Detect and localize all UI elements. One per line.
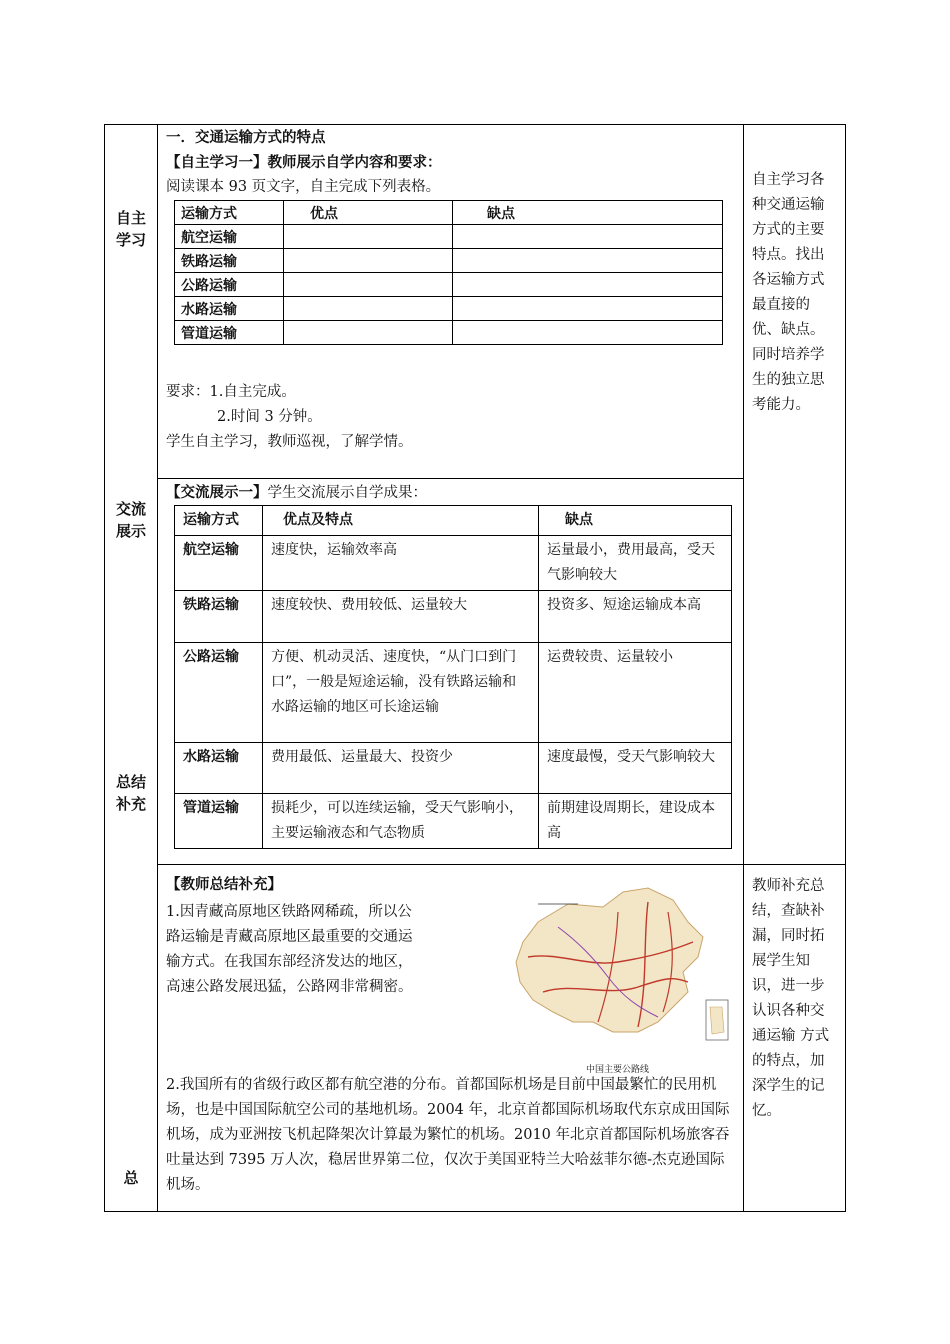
teacher-summary-title: 【教师总结补充】 bbox=[166, 877, 282, 893]
requirement-2: 2.时间 3 分钟。 bbox=[217, 409, 322, 425]
side-label-summary-short: 总 bbox=[123, 1169, 139, 1187]
table-cell: 速度最慢，受天气影响较大 bbox=[539, 743, 732, 794]
table-cell: 航空运输 bbox=[175, 225, 284, 249]
table-cell[interactable] bbox=[284, 321, 453, 345]
table-cell[interactable] bbox=[284, 297, 453, 321]
self-study-instruction: 阅读课本 93 页文字，自主完成下列表格。 bbox=[166, 179, 441, 195]
table-row bbox=[175, 591, 732, 643]
table-cell: 速度较快、费用较低、运量较大 bbox=[263, 591, 539, 643]
exchange-title: 【交流展示一】 bbox=[166, 485, 268, 501]
table-cell[interactable] bbox=[284, 273, 453, 297]
side-label-self-study: 自主 学习 bbox=[115, 209, 146, 249]
table-row bbox=[175, 297, 723, 321]
table-cell[interactable] bbox=[453, 225, 723, 249]
table-cell: 管道运输 bbox=[175, 321, 284, 345]
summary-para1-line3: 输方式。在我国东部经济发达的地区， bbox=[166, 954, 413, 970]
table-row bbox=[175, 201, 723, 225]
exchange-subtitle: 学生交流展示自学成果： bbox=[267, 485, 427, 501]
self-study-title: 【自主学习一】教师展示自学内容和要求： bbox=[166, 155, 442, 171]
table-cell: 铁路运输 bbox=[175, 591, 263, 643]
table-row bbox=[175, 273, 723, 297]
table-row bbox=[175, 536, 732, 591]
table-cell: 运量最小，费用最高，受天气影响较大 bbox=[539, 536, 732, 591]
table-cell: 损耗少，可以连续运输，受天气影响小，主要运输液态和气态物质 bbox=[263, 794, 539, 849]
side-label-summary: 总结 补充 bbox=[115, 773, 146, 813]
column-divider-right bbox=[743, 124, 744, 1212]
table-cell: 前期建设周期长，建设成本高 bbox=[539, 794, 732, 849]
table-cell[interactable] bbox=[453, 249, 723, 273]
table-cell[interactable] bbox=[453, 273, 723, 297]
china-highway-map-svg bbox=[498, 882, 734, 1076]
table-cell[interactable] bbox=[453, 297, 723, 321]
table-header: 缺点 bbox=[453, 201, 723, 225]
table-cell: 方便、机动灵活、速度快，“从门口到门口”，一般是短途运输，没有铁路运输和水路运输的地区可长途运输 bbox=[263, 643, 539, 743]
table-header: 缺点 bbox=[539, 506, 732, 536]
row-divider-exchange bbox=[157, 478, 743, 479]
table-cell: 速度快，运输效率高 bbox=[263, 536, 539, 591]
table-row bbox=[175, 794, 732, 849]
table-cell[interactable] bbox=[284, 225, 453, 249]
summary-para1-line1: 1.因青藏高原地区铁路网稀疏，所以公 bbox=[166, 904, 412, 920]
table-cell: 运费较贵、运量较小 bbox=[539, 643, 732, 743]
column-divider-left bbox=[157, 124, 158, 1212]
china-outline bbox=[516, 888, 703, 1032]
table-cell[interactable] bbox=[453, 321, 723, 345]
summary-para2: 2.我国所有的省级行政区都有航空港的分布。首都国际机场是目前中国最繁忙的民用机场，也是中国国际航空公司的基地机场。2004 年，北京首都国际机场取代东京成田国际机场，成为亚洲按飞机起降架次计算最为繁忙的机场。2010 年北京首都国际机场旅客吞吐量达到 7395 万人次，稳居世界第二位，仅次于美国亚特兰大哈兹菲尔德-杰克逊国际机场。 bbox=[166, 1077, 730, 1193]
table-row bbox=[175, 225, 723, 249]
table-header: 运输方式 bbox=[175, 506, 263, 536]
activity-note: 学生自主学习，教师巡视，了解学情。 bbox=[166, 434, 413, 450]
section-heading: 一．交通运输方式的特点 bbox=[166, 130, 326, 146]
summary-para1-line2: 路运输是青藏高原地区最重要的交通运 bbox=[166, 929, 413, 945]
requirement-1: 要求：1.自主完成。 bbox=[166, 384, 296, 400]
exchange-heading bbox=[166, 481, 427, 506]
self-study-table bbox=[174, 200, 723, 345]
side-label-exchange: 交流 展示 bbox=[115, 500, 146, 540]
inset-outline bbox=[710, 1007, 724, 1034]
table-row bbox=[175, 321, 723, 345]
table-cell: 水路运输 bbox=[175, 743, 263, 794]
table-cell: 费用最低、运量最大、投资少 bbox=[263, 743, 539, 794]
table-row bbox=[175, 249, 723, 273]
exchange-table bbox=[174, 505, 732, 849]
table-header: 运输方式 bbox=[175, 201, 284, 225]
china-highway-map bbox=[498, 882, 734, 1076]
table-cell: 公路运输 bbox=[175, 643, 263, 743]
table-header: 优点 bbox=[284, 201, 453, 225]
summary-para1-line4: 高速公路发展迅猛，公路网非常稠密。 bbox=[166, 979, 413, 995]
note-self-study: 自主学习各种交通运输方式的主要特点。找出各运输方式最直接的优、缺点。同时培养学生的独立思考能力。 bbox=[752, 172, 825, 413]
map-caption: 中国主要公路线 bbox=[586, 1065, 650, 1075]
table-header: 优点及特点 bbox=[263, 506, 539, 536]
row-divider-summary bbox=[157, 864, 846, 865]
table-cell[interactable] bbox=[284, 249, 453, 273]
table-cell: 公路运输 bbox=[175, 273, 284, 297]
table-cell: 水路运输 bbox=[175, 297, 284, 321]
table-row bbox=[175, 643, 732, 743]
table-row bbox=[175, 506, 732, 536]
table-row bbox=[175, 743, 732, 794]
table-cell: 投资多、短途运输成本高 bbox=[539, 591, 732, 643]
note-teacher-summary: 教师补充总结，查缺补漏，同时拓展学生知识，进一步认识各种交通运输 方式的特点，加深学生的记忆。 bbox=[752, 878, 830, 1119]
table-cell: 管道运输 bbox=[175, 794, 263, 849]
table-cell: 航空运输 bbox=[175, 536, 263, 591]
table-cell: 铁路运输 bbox=[175, 249, 284, 273]
